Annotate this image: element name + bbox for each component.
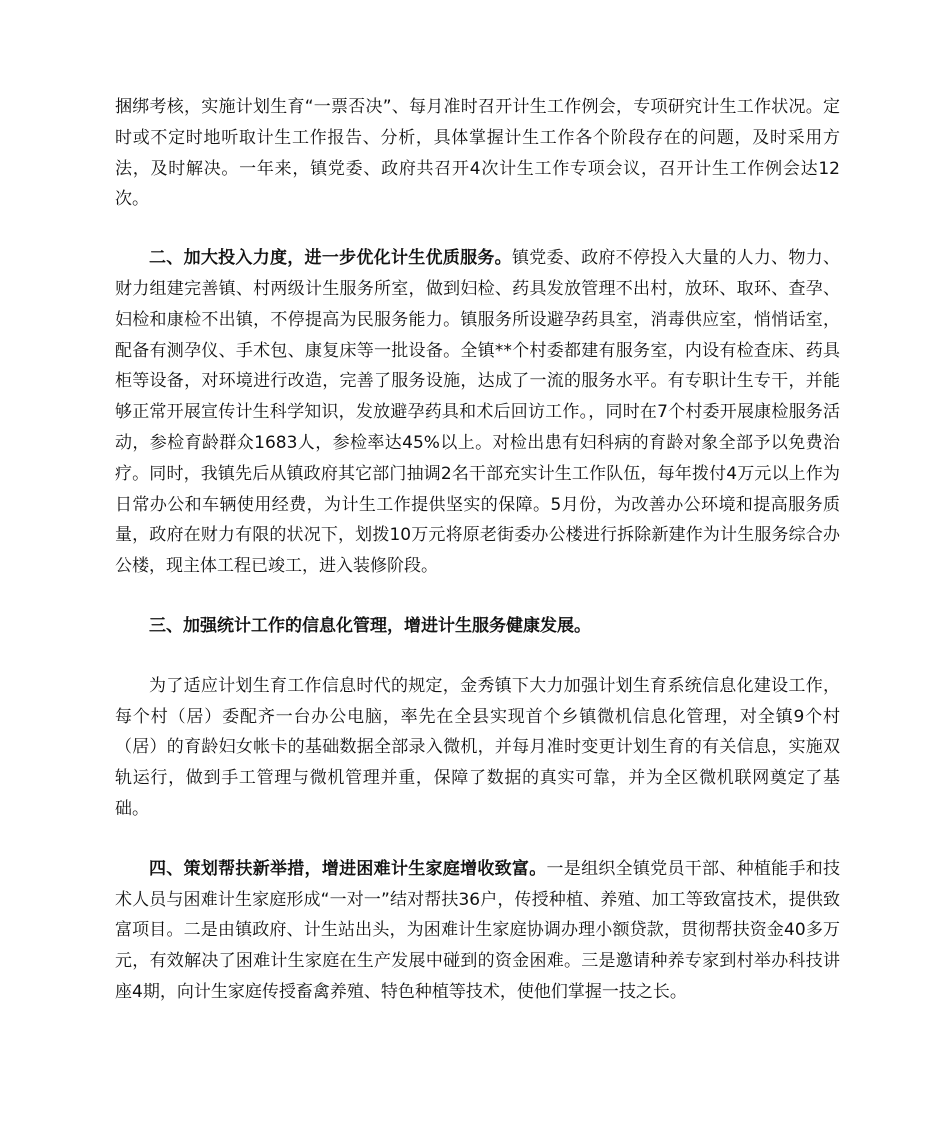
- paragraph-service-investment: [115, 243, 840, 582]
- section-heading-3: 三、加强统计工作的信息化管理，增进计生服务健康发展。: [149, 615, 591, 636]
- paragraph-text: 一是组织全镇党员干部、种植能手和技术人员与困难计生家庭形成“一对一”结对帮扶36户，传授种植、养殖、加工等致富技术，提供致富项目。二是由镇政府、计生站出头，为困难计生家庭协调办理小额贷款，贯彻帮扶资金40多万元，有效解决了困难计生家庭在生产发展中碰到的资金困难。三是邀请种养专家到村举办科技讲座4期，向计生家庭传授畜禽养殖、特色种植等技术，使他们掌握一技之长。: [115, 858, 841, 1002]
- paragraph-statistics-heading: [115, 611, 840, 642]
- paragraph-text: 为了适应计划生育工作信息时代的规定，金秀镇下大力加强计划生育系统信息化建设工作，每个村（居）委配齐一台办公电脑，率先在全县实现首个乡镇微机信息化管理，对全镇9个村（居）的育龄妇女帐卡的基础数据全部录入微机，并每月准时变更计划生育的有关信息，实施双轨运行，做到手工管理与微机管理并重，保障了数据的真实可靠，并为全区微机联网奠定了基础。: [115, 675, 840, 819]
- paragraph-text: 捆绑考核，实施计划生育“一票否决”、每月准时召开计生工作例会，专项研究计生工作状况。定时或不定时地听取计生工作报告、分析，具体掌握计生工作各个阶段存在的问题，及时采用方法，及时解决。一年来，镇党委、政府共召开4次计生工作专项会议，召开计生工作例会达12次。: [115, 97, 840, 210]
- section-heading-2: 二、加大投入力度，进一步优化计生优质服务。: [149, 248, 512, 269]
- section-heading-4: 四、策划帮扶新举措，增进困难计生家庭增收致富。: [149, 858, 547, 879]
- paragraph-informatization: [115, 671, 840, 825]
- paragraph-text: 镇党委、政府不停投入大量的人力、物力、财力组建完善镇、村两级计生服务所室，做到妇检、药具发放管理不出村，放环、取环、查孕、妇检和康检不出镇，不停提高为民服务能力。镇服务所设避孕药具室，消毒供应室，悄悄话室，配备有测孕仪、手术包、康复床等一批设备。全镇**个村委都建有服务室，内设有检查床、药具柜等设备，对环境进行改造，完善了服务设施，达成了一流的服务水平。有专职计生专干，并能够正常开展宣传计生科学知识，发放避孕药具和术后回访工作。，同时在7个村委开展康检服务活动，参检育龄群众1683人，参检率达45%以上。对检出患有妇科病的育龄对象全部予以免费治疗。同时，我镇先后从镇政府其它部门抽调2名干部充实计生工作队伍，每年拨付4万元以上作为日常办公和车辆使用经费，为计生工作提供坚实的保障。5月份，为改善办公环境和提高服务质量，政府在财力有限的状况下，划拨10万元将原老街委办公楼进行拆除新建作为计生服务综合办公楼，现主体工程已竣工，进入装修阶段。: [115, 248, 841, 577]
- paragraph-meeting-system: [115, 92, 840, 215]
- paragraph-assistance: [115, 854, 840, 1008]
- document-page: [115, 92, 840, 1008]
